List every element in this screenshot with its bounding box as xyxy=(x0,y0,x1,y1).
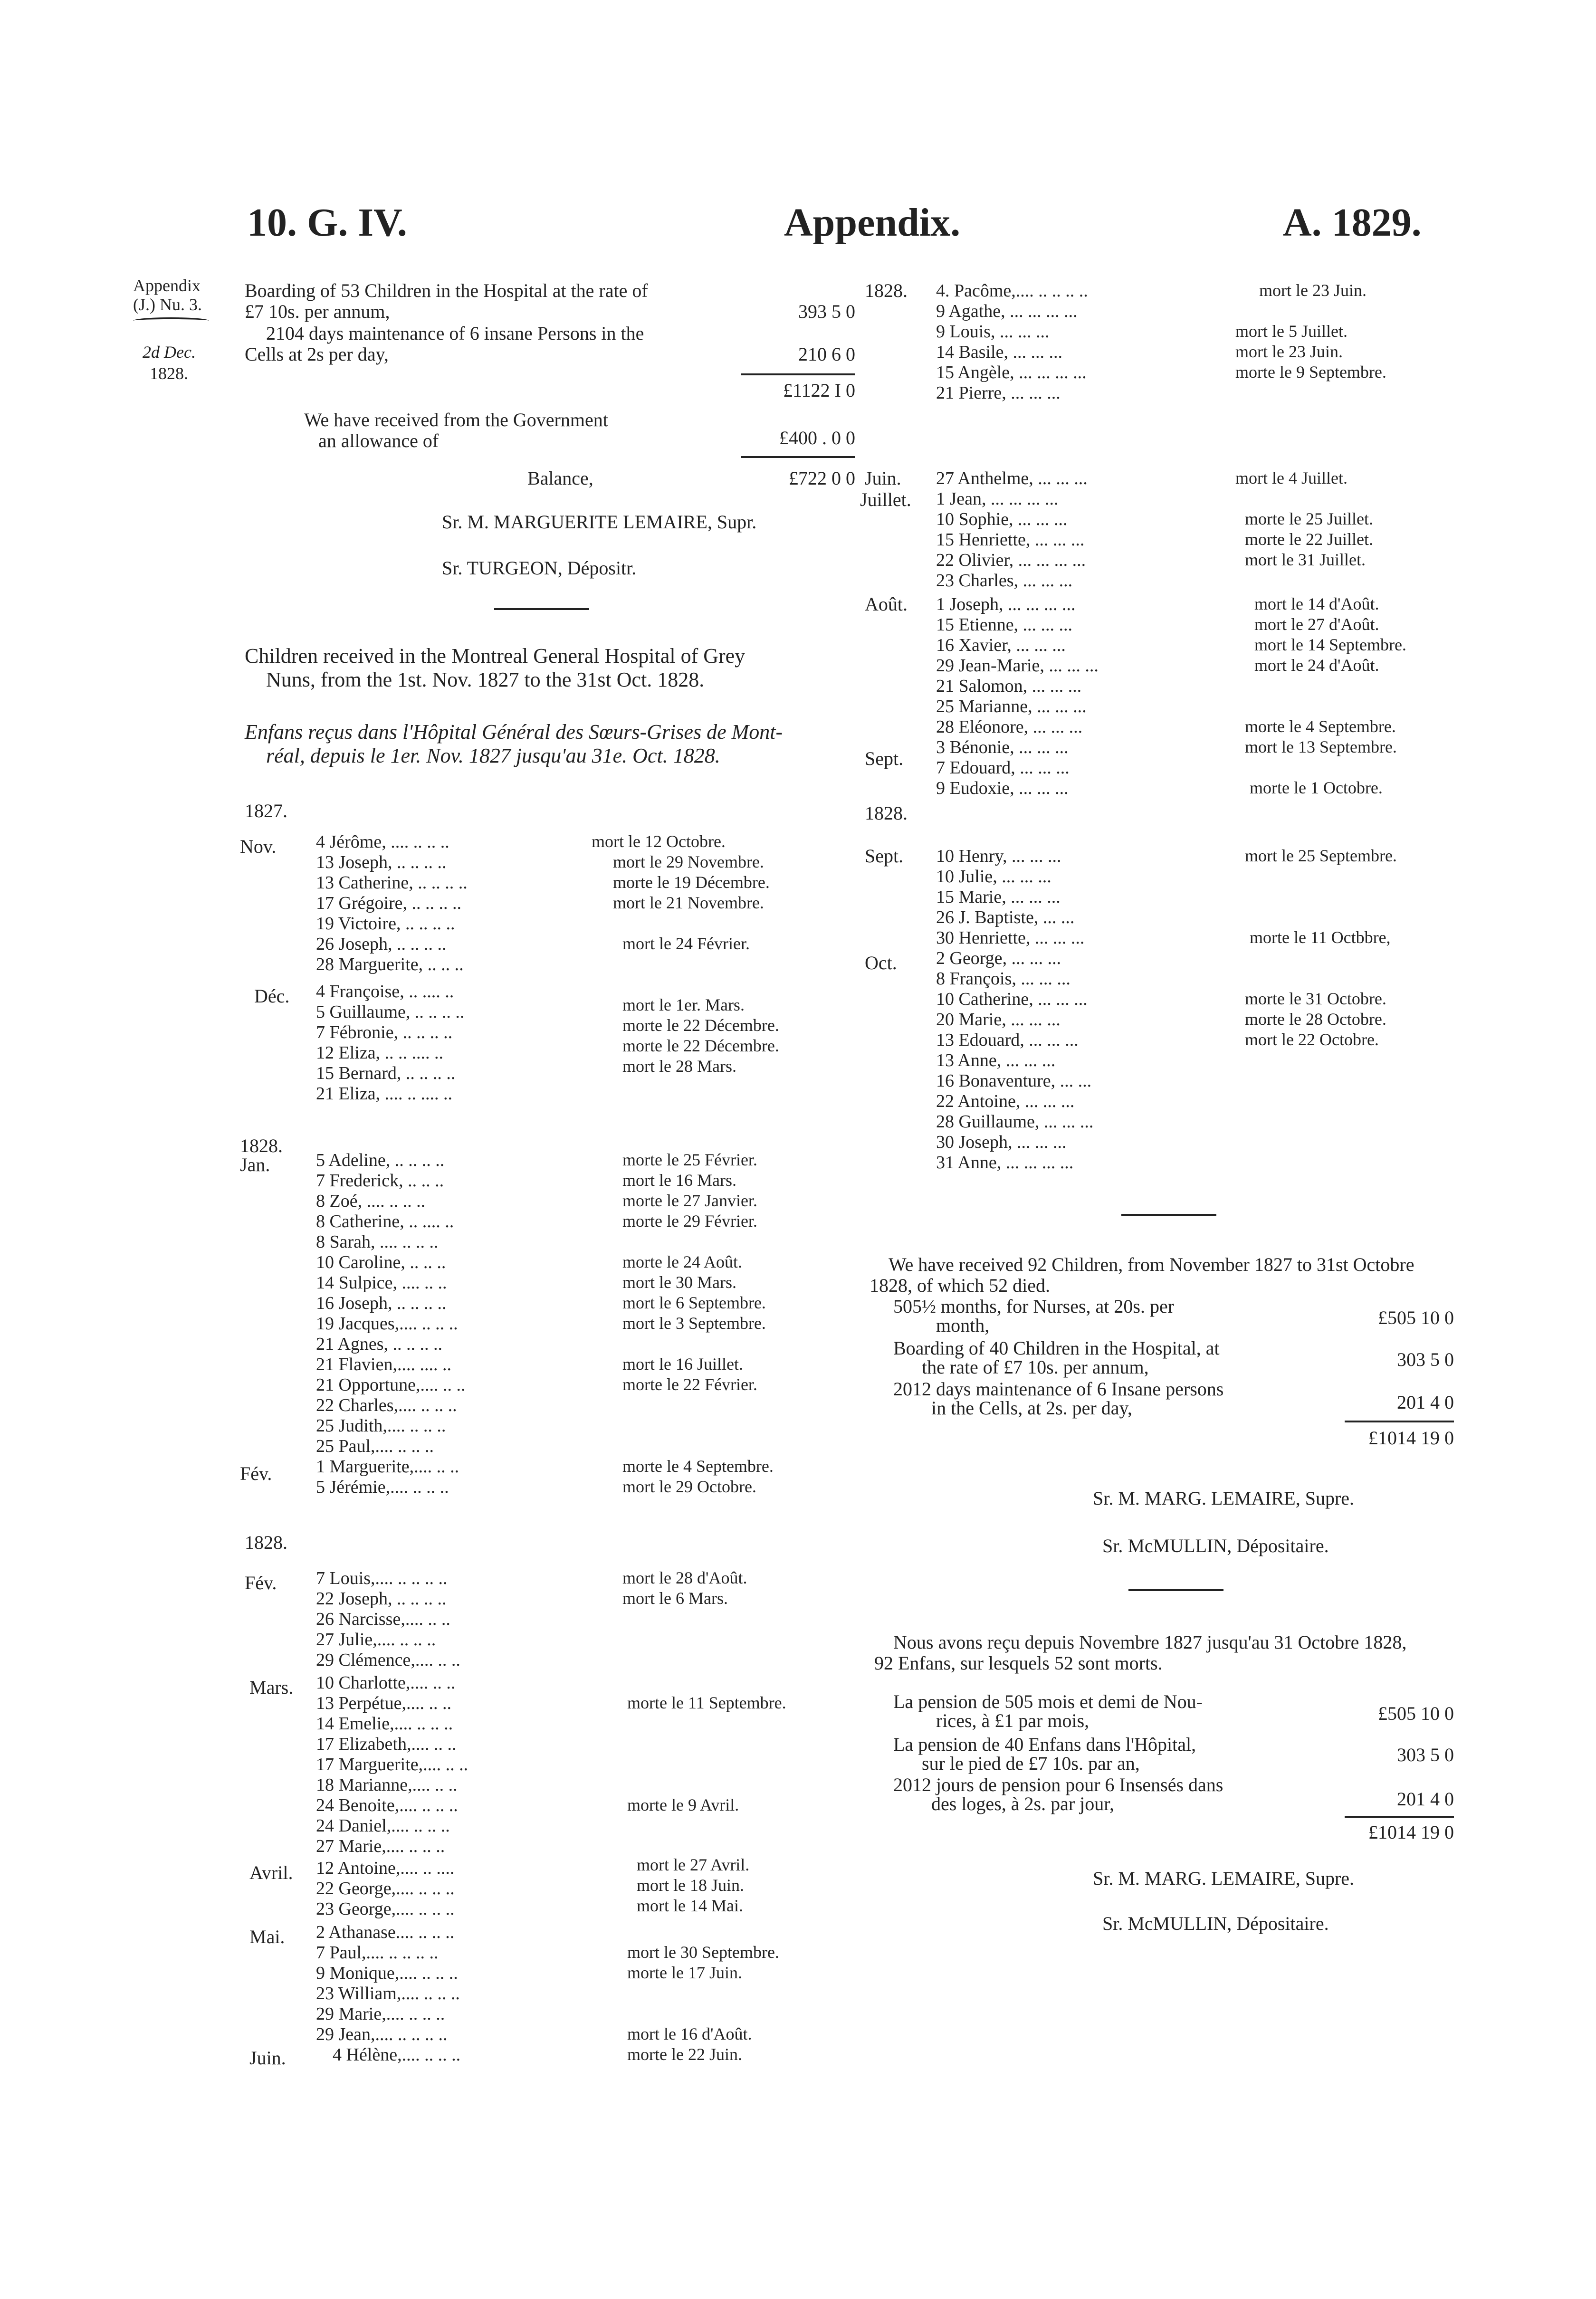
heading-en-1: Children received in the Montreal General Hospital of Grey xyxy=(245,644,745,668)
death-note: mort le 16 Mars. xyxy=(622,1171,736,1190)
entry: 19 Jacques,.... .. .. .. xyxy=(316,1314,458,1334)
entry: 21 Salomon, ... ... ... xyxy=(936,676,1082,696)
entry: 23 Charles, ... ... ... xyxy=(936,571,1073,591)
acct-total: £1122 I 0 xyxy=(783,380,855,401)
entry: 30 Henriette, ... ... ... xyxy=(936,928,1085,948)
entry: 4. Pacôme,.... .. .. .. .. xyxy=(936,281,1088,301)
entry: 7 Edouard, ... ... ... xyxy=(936,758,1070,778)
death-note: mort le 27 d'Août. xyxy=(1254,615,1379,634)
entry: 23 George,.... .. .. .. xyxy=(316,1899,455,1919)
entry: 5 Jérémie,.... .. .. .. xyxy=(316,1477,449,1497)
entry: 27 Anthelme, ... ... ... xyxy=(936,468,1088,488)
death-note: morte le 25 Février. xyxy=(622,1150,757,1169)
signature-depositor: Sr. McMULLIN, Dépositaire. xyxy=(1102,1913,1329,1934)
death-note: mort le 14 d'Août. xyxy=(1254,594,1379,613)
rule xyxy=(494,608,589,610)
death-note: mort le 29 Octobre. xyxy=(622,1477,756,1496)
death-note: mort le 18 Juin. xyxy=(637,1876,744,1895)
entry: 21 Eliza, .... .. .... .. xyxy=(316,1084,453,1104)
entry: 25 Paul,.... .. .. .. xyxy=(316,1436,434,1456)
year-label: 1827. xyxy=(245,800,287,821)
death-note: mort le 12 Octobre. xyxy=(592,832,726,851)
margin-appendix: Appendix xyxy=(133,276,201,295)
entry: 9 Monique,.... .. .. .. xyxy=(316,1963,458,1983)
death-note: mort le 13 Septembre. xyxy=(1245,737,1397,756)
entry: 24 Daniel,.... .. .. .. xyxy=(316,1816,450,1836)
entry: 29 Jean-Marie, ... ... ... xyxy=(936,656,1099,676)
death-note: mort le 14 Septembre. xyxy=(1254,635,1406,654)
entry: 7 Louis,.... .. .. .. .. xyxy=(316,1568,448,1588)
entry: 16 Bonaventure, ... ... xyxy=(936,1071,1092,1091)
year-label: 1828. xyxy=(865,802,908,824)
entry: 27 Julie,.... .. .. .. xyxy=(316,1630,436,1650)
entry: 4 Françoise, .. .... .. xyxy=(316,982,454,1002)
entry: 10 Julie, ... ... ... xyxy=(936,867,1051,887)
entry: 17 Grégoire, .. .. .. .. xyxy=(316,893,462,913)
death-note: mort le 25 Septembre. xyxy=(1245,846,1397,865)
summary-en-row2a: Boarding of 40 Children in the Hospital, at xyxy=(893,1337,1220,1359)
death-note: morte le 11 Septembre. xyxy=(627,1693,786,1712)
entry: 13 Edouard, ... ... ... xyxy=(936,1030,1079,1050)
acct-row2a: 2104 days maintenance of 6 insane Persons in the xyxy=(266,323,644,344)
death-note: mort le 24 Février. xyxy=(622,934,750,953)
death-note: morte le 9 Avril. xyxy=(627,1795,739,1814)
death-note: mort le 16 Juillet. xyxy=(622,1355,743,1374)
summary-en-row3-amount: 201 4 0 xyxy=(1397,1392,1454,1413)
entry: 22 Joseph, .. .. .. .. xyxy=(316,1589,447,1609)
summary-en-line2: 1828, of which 52 died. xyxy=(870,1275,1050,1296)
entry: 1 Jean, ... ... ... ... xyxy=(936,489,1059,509)
entry: 7 Paul,.... .. .. .. .. xyxy=(316,1943,439,1963)
entry: 13 Joseph, .. .. .. .. xyxy=(316,852,447,872)
signature-superior: Sr. M. MARGUERITE LEMAIRE, Supr. xyxy=(442,511,757,533)
entry: 13 Perpétue,.... .. .. xyxy=(316,1693,451,1713)
acct-row1a: Boarding of 53 Children in the Hospital at the rate of xyxy=(245,280,648,301)
entry: 1 Marguerite,.... .. .. xyxy=(316,1457,459,1477)
death-note: morte le 11 Octbbre, xyxy=(1250,928,1391,947)
death-note: mort le 28 Mars. xyxy=(622,1057,736,1076)
rule xyxy=(1121,1214,1216,1216)
entry: 26 Joseph, .. .. .. .. xyxy=(316,934,447,954)
entry: 28 Marguerite, .. .. .. xyxy=(316,954,464,974)
entry: 19 Victoire, .. .. .. .. xyxy=(316,914,455,934)
entry: 21 Opportune,.... .. .. xyxy=(316,1375,466,1395)
acct-row3b: an allowance of xyxy=(318,430,439,451)
rule xyxy=(741,373,855,375)
death-note: mort le 23 Juin. xyxy=(1259,281,1367,300)
entry: 4 Jérôme, .... .. .. .. xyxy=(316,832,449,852)
death-note: morte le 4 Septembre. xyxy=(1245,717,1396,736)
death-note: morte le 24 Août. xyxy=(622,1252,742,1271)
rule xyxy=(1345,1421,1454,1422)
entry: 21 Flavien,.... .... .. xyxy=(316,1355,451,1374)
summary-fr-line2: 92 Enfans, sur lesquels 52 sont morts. xyxy=(874,1652,1163,1674)
summary-en-row2b: the rate of £7 10s. per annum, xyxy=(922,1356,1149,1378)
death-note: mort le 21 Novembre. xyxy=(613,893,764,912)
entry: 15 Etienne, ... ... ... xyxy=(936,615,1073,635)
entry: 27 Marie,.... .. .. .. xyxy=(316,1836,445,1856)
entry: 25 Judith,.... .. .. .. xyxy=(316,1416,446,1436)
entry: 26 Narcisse,.... .. .. xyxy=(316,1609,450,1629)
rule xyxy=(1345,1816,1454,1818)
entry: 4 Hélène,.... .. .. .. xyxy=(333,2045,461,2065)
entry: 13 Catherine, .. .. .. .. xyxy=(316,873,468,893)
summary-en-row2-amount: 303 5 0 xyxy=(1397,1349,1454,1370)
entry: 10 Catherine, ... ... ... xyxy=(936,989,1088,1009)
month-label: Oct. xyxy=(865,952,897,973)
acct-balance-label: Balance, xyxy=(527,467,593,489)
death-note: mort le 24 d'Août. xyxy=(1254,656,1379,675)
year-label: 1828. xyxy=(240,1135,283,1156)
entry: 9 Eudoxie, ... ... ... xyxy=(936,778,1069,798)
summary-fr-line1: Nous avons reçu depuis Novembre 1827 jusqu'au 31 Octobre 1828, xyxy=(893,1631,1407,1653)
margin-year: 1828. xyxy=(150,364,188,383)
entry: 24 Benoite,.... .. .. .. xyxy=(316,1795,458,1815)
entry: 9 Agathe, ... ... ... ... xyxy=(936,301,1078,321)
death-note: morte le 31 Octobre. xyxy=(1245,989,1386,1008)
death-note: mort le 22 Octobre. xyxy=(1245,1030,1379,1049)
entry: 18 Marianne,.... .. .. xyxy=(316,1775,458,1795)
death-note: mort le 23 Juin. xyxy=(1235,342,1343,361)
death-note: morte le 22 Décembre. xyxy=(622,1036,779,1055)
entry: 2 Athanase.... .. .. .. xyxy=(316,1922,455,1942)
header-left: 10. G. IV. xyxy=(247,200,407,245)
entry: 28 Eléonore, ... ... ... xyxy=(936,717,1083,737)
entry: 7 Fébronie, .. .. .. .. xyxy=(316,1022,453,1042)
month-label: Juillet. xyxy=(860,489,911,510)
month-label: Août. xyxy=(865,593,908,615)
entry: 3 Bénonie, ... ... ... xyxy=(936,737,1069,757)
death-note: morte le 22 Décembre. xyxy=(622,1016,779,1035)
signature-superior: Sr. M. MARG. LEMAIRE, Supre. xyxy=(1093,1488,1355,1509)
entry: 21 Pierre, ... ... ... xyxy=(936,383,1061,403)
entry: 10 Charlotte,.... .. .. xyxy=(316,1673,456,1693)
entry: 23 William,.... .. .. .. xyxy=(316,1984,460,2003)
death-note: mort le 14 Mai. xyxy=(637,1896,743,1915)
summary-en-row1-amount: £505 10 0 xyxy=(1378,1307,1454,1328)
death-note: mort le 31 Juillet. xyxy=(1245,550,1366,569)
month-label: Juin. xyxy=(249,2047,286,2069)
summary-fr-row2-amount: 303 5 0 xyxy=(1397,1744,1454,1765)
death-note: morte le 28 Octobre. xyxy=(1245,1010,1386,1029)
death-note: morte le 19 Décembre. xyxy=(613,873,770,892)
margin-date: 2d Dec. xyxy=(143,343,196,362)
summary-fr-row3b: des loges, à 2s. par jour, xyxy=(931,1793,1114,1814)
entry: 13 Anne, ... ... ... xyxy=(936,1050,1056,1070)
header-center: Appendix. xyxy=(784,200,961,245)
death-note: morte le 27 Janvier. xyxy=(622,1191,757,1210)
summary-fr-row3a: 2012 jours de pension pour 6 Insensés dans xyxy=(893,1774,1223,1795)
year-label: 1828. xyxy=(245,1532,287,1553)
month-label: Déc. xyxy=(254,985,290,1007)
summary-fr-row2a: La pension de 40 Enfans dans l'Hôpital, xyxy=(893,1734,1196,1755)
month-label: Nov. xyxy=(240,836,277,857)
death-note: morte le 22 Février. xyxy=(622,1375,757,1394)
month-label: Mai. xyxy=(249,1926,285,1947)
rule xyxy=(1128,1589,1223,1591)
signature-superior: Sr. M. MARG. LEMAIRE, Supre. xyxy=(1093,1868,1355,1889)
month-label: Sept. xyxy=(865,748,904,769)
entry: 28 Guillaume, ... ... ... xyxy=(936,1112,1094,1132)
summary-en-row1b: month, xyxy=(936,1315,990,1336)
death-note: mort le 3 Septembre. xyxy=(622,1314,766,1333)
entry: 20 Marie, ... ... ... xyxy=(936,1010,1061,1030)
death-note: mort le 30 Mars. xyxy=(622,1273,736,1292)
summary-fr-row1-amount: £505 10 0 xyxy=(1378,1703,1454,1724)
entry: 22 Antoine, ... ... ... xyxy=(936,1091,1075,1111)
entry: 1 Joseph, ... ... ... ... xyxy=(936,594,1076,614)
acct-row3a: We have received from the Government xyxy=(304,409,608,430)
summary-en-row3a: 2012 days maintenance of 6 Insane persons xyxy=(893,1378,1224,1400)
entry: 9 Louis, ... ... ... xyxy=(936,322,1050,342)
entry: 15 Henriette, ... ... ... xyxy=(936,530,1085,550)
entry: 16 Xavier, ... ... ... xyxy=(936,635,1066,655)
summary-fr-row3-amount: 201 4 0 xyxy=(1397,1788,1454,1810)
death-note: morte le 17 Juin. xyxy=(627,1963,742,1982)
month-label: Juin. xyxy=(865,467,901,489)
heading-fr-1: Enfans reçus dans l'Hôpital Général des Sœurs-Grises de Mont- xyxy=(245,720,783,744)
entry: 16 Joseph, .. .. .. .. xyxy=(316,1293,447,1313)
entry: 14 Sulpice, .... .. .. xyxy=(316,1273,447,1293)
signature-depositor: Sr. TURGEON, Dépositr. xyxy=(442,557,637,579)
death-note: mort le 29 Novembre. xyxy=(613,852,764,871)
entry: 15 Marie, ... ... ... xyxy=(936,887,1061,907)
summary-en-line1: We have received 92 Children, from November 1827 to 31st Octobre xyxy=(889,1254,1414,1275)
entry: 14 Basile, ... ... ... xyxy=(936,342,1062,362)
entry: 12 Eliza, .. .. .... .. xyxy=(316,1043,444,1063)
heading-en-2: Nuns, from the 1st. Nov. 1827 to the 31st Oct. 1828. xyxy=(266,668,705,691)
month-label: Fév. xyxy=(240,1463,272,1484)
death-note: mort le 6 Mars. xyxy=(622,1589,728,1608)
entry: 5 Adeline, .. .. .. .. xyxy=(316,1150,445,1170)
death-note: morte le 29 Février. xyxy=(622,1212,757,1231)
year-label: 1828. xyxy=(865,280,908,301)
entry: 2 George, ... ... ... xyxy=(936,948,1061,968)
death-note: morte le 4 Septembre. xyxy=(622,1457,774,1476)
entry: 8 Sarah, .... .. .. .. xyxy=(316,1232,439,1252)
death-note: mort le 6 Septembre. xyxy=(622,1293,766,1312)
entry: 10 Sophie, ... ... ... xyxy=(936,509,1068,529)
death-note: mort le 30 Septembre. xyxy=(627,1943,779,1962)
summary-fr-row2b: sur le pied de £7 10s. par an, xyxy=(922,1753,1140,1774)
entry: 15 Bernard, .. .. .. .. xyxy=(316,1063,456,1083)
heading-fr-2: réal, depuis le 1er. Nov. 1827 jusqu'au 31e. Oct. 1828. xyxy=(266,744,720,767)
entry: 22 George,.... .. .. .. xyxy=(316,1879,455,1898)
entry: 8 Zoé, .... .. .. .. xyxy=(316,1191,426,1211)
death-note: mort le 28 d'Août. xyxy=(622,1568,747,1587)
acct-row3-amount: £400 . 0 0 xyxy=(779,427,855,448)
margin-number: (J.) Nu. 3. xyxy=(133,295,202,314)
entry: 10 Caroline, .. .. .. xyxy=(316,1252,446,1272)
entry: 7 Frederick, .. .. .. xyxy=(316,1171,444,1191)
entry: 29 Jean,.... .. .. .. .. xyxy=(316,2024,448,2044)
header-right: A. 1829. xyxy=(1283,200,1422,245)
entry: 17 Marguerite,.... .. .. xyxy=(316,1755,468,1774)
month-label: Fév. xyxy=(245,1572,277,1593)
entry: 31 Anne, ... ... ... ... xyxy=(936,1153,1074,1173)
rule xyxy=(741,456,855,458)
death-note: morte le 25 Juillet. xyxy=(1245,509,1373,528)
death-note: morte le 22 Juin. xyxy=(627,2045,742,2064)
summary-fr-row1b: rices, à £1 par mois, xyxy=(936,1710,1089,1731)
summary-en-total: £1014 19 0 xyxy=(1368,1427,1454,1449)
entry: 10 Henry, ... ... ... xyxy=(936,846,1061,866)
margin-flourish xyxy=(133,317,209,324)
month-label: Jan. xyxy=(240,1154,270,1175)
death-note: mort le 4 Juillet. xyxy=(1235,468,1348,487)
acct-row2-amount: 210 6 0 xyxy=(798,343,855,365)
acct-row1b: £7 10s. per annum, xyxy=(245,301,390,322)
death-note: mort le 5 Juillet. xyxy=(1235,322,1348,341)
entry: 29 Marie,.... .. .. .. xyxy=(316,2004,445,2024)
summary-en-row3b: in the Cells, at 2s. per day, xyxy=(931,1397,1132,1419)
entry: 29 Clémence,.... .. .. xyxy=(316,1650,460,1670)
death-note: morte le 1 Octobre. xyxy=(1250,778,1383,797)
death-note: mort le 27 Avril. xyxy=(637,1855,750,1874)
summary-en-row1a: 505½ months, for Nurses, at 20s. per xyxy=(893,1296,1175,1317)
death-note: mort le 1er. Mars. xyxy=(622,995,745,1014)
month-label: Mars. xyxy=(249,1677,294,1698)
entry: 26 J. Baptiste, ... ... xyxy=(936,907,1075,927)
entry: 5 Guillaume, .. .. .. .. xyxy=(316,1002,465,1022)
month-label: Avril. xyxy=(249,1862,293,1883)
summary-fr-row1a: La pension de 505 mois et demi de Nou- xyxy=(893,1691,1203,1712)
acct-row1-amount: 393 5 0 xyxy=(798,301,855,322)
entry: 17 Elizabeth,.... .. .. xyxy=(316,1734,457,1754)
entry: 15 Angèle, ... ... ... ... xyxy=(936,362,1087,382)
entry: 12 Antoine,.... .. .... xyxy=(316,1858,455,1878)
death-note: mort le 16 d'Août. xyxy=(627,2024,752,2043)
entry: 8 Catherine, .. .... .. xyxy=(316,1212,454,1231)
entry: 22 Charles,.... .. .. .. xyxy=(316,1395,457,1415)
signature-depositor: Sr. McMULLIN, Dépositaire. xyxy=(1102,1535,1329,1556)
entry: 21 Agnes, .. .. .. .. xyxy=(316,1334,442,1354)
acct-balance-amount: £722 0 0 xyxy=(789,467,855,489)
acct-row2b: Cells at 2s per day, xyxy=(245,343,389,365)
entry: 8 François, ... ... ... xyxy=(936,969,1070,989)
entry: 25 Marianne, ... ... ... xyxy=(936,696,1087,716)
entry: 30 Joseph, ... ... ... xyxy=(936,1132,1067,1152)
entry: 14 Emelie,.... .. .. .. xyxy=(316,1714,453,1734)
death-note: morte le 22 Juillet. xyxy=(1245,530,1373,549)
death-note: morte le 9 Septembre. xyxy=(1235,362,1386,382)
month-label: Sept. xyxy=(865,845,904,867)
summary-fr-total: £1014 19 0 xyxy=(1368,1822,1454,1843)
entry: 22 Olivier, ... ... ... ... xyxy=(936,550,1086,570)
